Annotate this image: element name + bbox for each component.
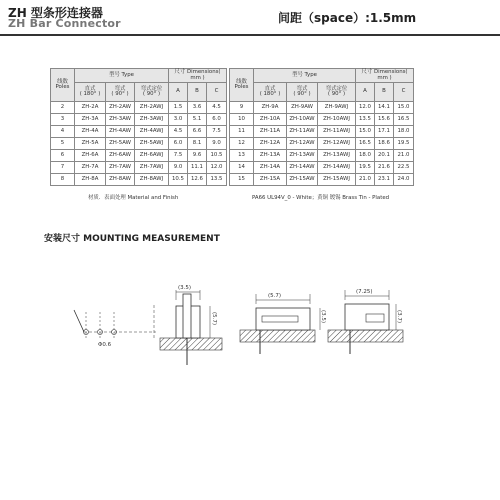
- dim-c-header: C: [207, 83, 227, 102]
- table-cell: ZH-4A: [75, 126, 106, 138]
- table-cell: 12: [230, 138, 254, 150]
- table-cell: 22.5: [394, 162, 414, 174]
- table-cell: 6.6: [188, 126, 207, 138]
- table-row: [51, 174, 414, 186]
- table-cell: 6.0: [169, 138, 188, 150]
- table-cell: 24.0: [394, 174, 414, 186]
- material-value: PA66 UL94V_0 - White；黄铜 镀锡 Brass Tin - Plated: [252, 195, 390, 201]
- table-cell: ZH-12AWJ: [318, 138, 356, 150]
- table-cell: 10: [230, 114, 254, 126]
- table-header-row: [51, 69, 414, 83]
- table-cell: ZH-9AW: [287, 102, 318, 114]
- table-cell: ZH-8AWJ: [135, 174, 169, 186]
- table-cell: ZH-11A: [254, 126, 287, 138]
- table-cell: ZH-13AWJ: [318, 150, 356, 162]
- page-header: [0, 0, 500, 36]
- table-cell: 8: [51, 174, 75, 186]
- table-cell: ZH-5AWJ: [135, 138, 169, 150]
- table-cell: ZH-8A: [75, 174, 106, 186]
- spec-table: [50, 68, 414, 186]
- table-cell: 15: [230, 174, 254, 186]
- table-row: [51, 126, 414, 138]
- title-chinese: ZH 型条形连接器: [8, 6, 103, 20]
- table-cell: ZH-5A: [75, 138, 106, 150]
- table-cell: ZH-3A: [75, 114, 106, 126]
- table-cell: 18.0: [356, 150, 375, 162]
- table-cell: 19.5: [356, 162, 375, 174]
- table-cell: ZH-14A: [254, 162, 287, 174]
- table-cell: 7: [51, 162, 75, 174]
- table-cell: 3.0: [169, 114, 188, 126]
- table-cell: ZH-2A: [75, 102, 106, 114]
- dim-label-5: (7.25): [356, 289, 373, 295]
- table-row: [51, 114, 414, 126]
- table-cell: ZH-15AWJ: [318, 174, 356, 186]
- table-cell: 13: [230, 150, 254, 162]
- table-row: [51, 150, 414, 162]
- table-cell: ZH-15AW: [287, 174, 318, 186]
- title-english: ZH Bar Connector: [8, 17, 121, 30]
- bent-lock-col-header: 弯式定位 ( 90° ): [318, 83, 356, 102]
- pitch-spacing-label: 间距（space）:1.5mm: [278, 11, 417, 25]
- table-cell: ZH-5AW: [106, 138, 135, 150]
- table-cell: 12.0: [207, 162, 227, 174]
- hole-dim: Φ0.6: [98, 342, 112, 348]
- table-cell: ZH-7AWJ: [135, 162, 169, 174]
- dimensions-header: 尺寸 Dimensions( mm ): [169, 69, 227, 83]
- table-cell: 16.5: [356, 138, 375, 150]
- table-cell: ZH-14AWJ: [318, 162, 356, 174]
- poles-header: 线数 Poles: [51, 69, 75, 102]
- material-label: 材质．表面处理 Material and Finish: [88, 195, 179, 201]
- bent-lock-connector-drawing: [328, 289, 403, 354]
- table-cell: ZH-15A: [254, 174, 287, 186]
- bent-connector-drawing: [240, 293, 326, 354]
- table-cell: ZH-14AW: [287, 162, 318, 174]
- bent-lock-col-header: 弯式定位 ( 90° ): [135, 83, 169, 102]
- type-header: 型号 Type: [75, 69, 169, 83]
- mounting-title: 安装尺寸 MOUNTING MEASUREMENT: [44, 234, 220, 244]
- table-row: [51, 138, 414, 150]
- table-cell: 4.5: [169, 126, 188, 138]
- table-row: [51, 102, 414, 114]
- table-cell: 10.5: [169, 174, 188, 186]
- table-cell: 5: [51, 138, 75, 150]
- table-cell: 8.1: [188, 138, 207, 150]
- table-cell: 21.0: [394, 150, 414, 162]
- table-cell: 13.5: [356, 114, 375, 126]
- table-cell: 14: [230, 162, 254, 174]
- poles-header: 线数 Poles: [230, 69, 254, 102]
- table-cell: 9: [230, 102, 254, 114]
- table-cell: 15.0: [356, 126, 375, 138]
- bent-col-header: 弯式 ( 90° ): [106, 83, 135, 102]
- table-cell: 3: [51, 114, 75, 126]
- table-cell: 10.5: [207, 150, 227, 162]
- table-cell: ZH-3AW: [106, 114, 135, 126]
- table-cell: 9.0: [207, 138, 227, 150]
- table-cell: 11: [230, 126, 254, 138]
- table-cell: ZH-7A: [75, 162, 106, 174]
- table-cell: 13.5: [207, 174, 227, 186]
- table-cell: ZH-11AWJ: [318, 126, 356, 138]
- table-cell: 11.1: [188, 162, 207, 174]
- table-cell: ZH-4AW: [106, 126, 135, 138]
- table-cell: ZH-2AW: [106, 102, 135, 114]
- straight-connector-drawing: [160, 285, 222, 365]
- table-cell: 7.5: [207, 126, 227, 138]
- table-cell: 17.1: [375, 126, 394, 138]
- straight-col-header: 直式 ( 180° ): [75, 83, 106, 102]
- pcb-hole-detail: [74, 305, 156, 348]
- table-cell: 14.1: [375, 102, 394, 114]
- table-cell: 5.1: [188, 114, 207, 126]
- table-cell: 12.6: [188, 174, 207, 186]
- table-cell: ZH-6AW: [106, 150, 135, 162]
- table-cell: ZH-12A: [254, 138, 287, 150]
- table-cell: ZH-9AWJ: [318, 102, 356, 114]
- dim-label-1: (3.5): [178, 285, 192, 291]
- table-cell: 3.6: [188, 102, 207, 114]
- table-cell: ZH-6AWJ: [135, 150, 169, 162]
- dim-c-header: C: [394, 83, 414, 102]
- header-divider: [0, 34, 500, 36]
- table-cell: 18.6: [375, 138, 394, 150]
- dim-label-6: (3.7): [396, 310, 402, 324]
- bent-col-header: 弯式 ( 90° ): [287, 83, 318, 102]
- table-cell: 12.0: [356, 102, 375, 114]
- table-cell: ZH-12AW: [287, 138, 318, 150]
- dim-label-2: (5.7): [211, 312, 217, 326]
- table-cell: ZH-10AW: [287, 114, 318, 126]
- table-cell: 20.1: [375, 150, 394, 162]
- table-cell: ZH-10A: [254, 114, 287, 126]
- table-cell: 16.5: [394, 114, 414, 126]
- table-cell: 15.0: [394, 102, 414, 114]
- table-cell: 15.6: [375, 114, 394, 126]
- table-cell: 2: [51, 102, 75, 114]
- dim-label-4: (3.5): [320, 310, 326, 324]
- table-cell: ZH-6A: [75, 150, 106, 162]
- straight-col-header: 直式 ( 180° ): [254, 83, 287, 102]
- dim-b-header: B: [188, 83, 207, 102]
- table-cell: ZH-13A: [254, 150, 287, 162]
- table-cell: ZH-3AWJ: [135, 114, 169, 126]
- table-cell: 6.0: [207, 114, 227, 126]
- table-cell: ZH-13AW: [287, 150, 318, 162]
- table-cell: 1.5: [169, 102, 188, 114]
- table-cell: ZH-4AWJ: [135, 126, 169, 138]
- table-row: [51, 162, 414, 174]
- dimensions-header: 尺寸 Dimensions( mm ): [356, 69, 414, 83]
- dim-label-3: (5.7): [268, 293, 282, 299]
- table-cell: 7.5: [169, 150, 188, 162]
- table-cell: 21.6: [375, 162, 394, 174]
- table-cell: ZH-11AW: [287, 126, 318, 138]
- dim-a-header: A: [169, 83, 188, 102]
- table-cell: ZH-2AWJ: [135, 102, 169, 114]
- table-cell: 4: [51, 126, 75, 138]
- dim-b-header: B: [375, 83, 394, 102]
- table-cell: 21.0: [356, 174, 375, 186]
- table-cell: 4.5: [207, 102, 227, 114]
- table-cell: ZH-10AWJ: [318, 114, 356, 126]
- table-cell: ZH-9A: [254, 102, 287, 114]
- dim-a-header: A: [356, 83, 375, 102]
- table-cell: 23.1: [375, 174, 394, 186]
- table-cell: 9.0: [169, 162, 188, 174]
- table-cell: ZH-8AW: [106, 174, 135, 186]
- table-cell: 6: [51, 150, 75, 162]
- table-cell: ZH-7AW: [106, 162, 135, 174]
- type-header: 型号 Type: [254, 69, 356, 83]
- table-cell: 18.0: [394, 126, 414, 138]
- table-cell: 19.5: [394, 138, 414, 150]
- table-cell: 9.6: [188, 150, 207, 162]
- mounting-drawings: [0, 270, 500, 380]
